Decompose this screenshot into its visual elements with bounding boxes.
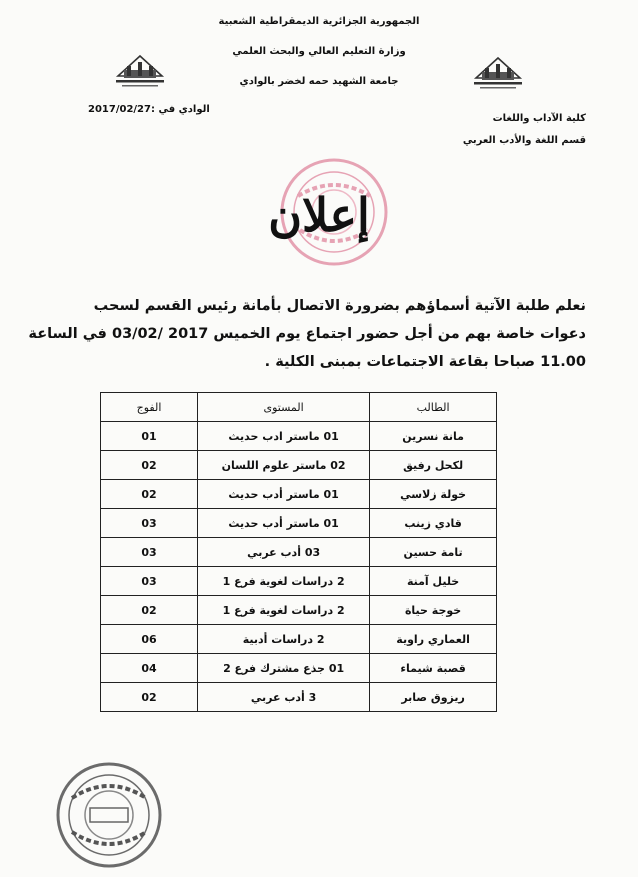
table-row bbox=[101, 538, 497, 567]
header-group: الفوج bbox=[101, 393, 198, 422]
table-row bbox=[101, 451, 497, 480]
cell-student: قادي زينب bbox=[370, 509, 497, 538]
cell-group: 03 bbox=[101, 567, 198, 596]
table-header-row bbox=[101, 393, 497, 422]
date-line: الوادي في :2017/02/27 bbox=[88, 104, 210, 115]
header-level: المستوى bbox=[198, 393, 370, 422]
table-row bbox=[101, 596, 497, 625]
cell-level: 2 دراسات لغوية فرع 1 bbox=[198, 596, 370, 625]
cell-student: خوجة حياة bbox=[370, 596, 497, 625]
cell-level: 01 ماستر أدب حديث bbox=[198, 509, 370, 538]
body-line-1: نعلم طلبة الآتية أسماؤهم بضرورة الاتصال بأمانة رئيس القسم لسحب bbox=[93, 298, 586, 314]
university-logo-right-icon bbox=[470, 54, 526, 92]
cell-student: تامة حسين bbox=[370, 538, 497, 567]
cell-student: العماري راوية bbox=[370, 625, 497, 654]
table-row bbox=[101, 683, 497, 712]
header-student: الطالب bbox=[370, 393, 497, 422]
table-row bbox=[101, 480, 497, 509]
department-line: قسم اللغة والأدب العربي bbox=[462, 135, 586, 146]
faculty-line: كلية الآداب واللغات bbox=[492, 113, 586, 124]
table-row bbox=[101, 422, 497, 451]
department-stamp-gray-icon bbox=[54, 760, 164, 870]
cell-level: 01 جذع مشترك فرع 2 bbox=[198, 654, 370, 683]
students-table bbox=[100, 392, 497, 712]
cell-group: 03 bbox=[101, 538, 198, 567]
cell-student: لكحل رفيق bbox=[370, 451, 497, 480]
table-row bbox=[101, 654, 497, 683]
table-row bbox=[101, 509, 497, 538]
cell-student: مانة نسرين bbox=[370, 422, 497, 451]
cell-level: 3 أدب عربي bbox=[198, 683, 370, 712]
cell-level: 01 ماستر ادب حديث bbox=[198, 422, 370, 451]
cell-level: 03 أدب عربي bbox=[198, 538, 370, 567]
cell-level: 01 ماستر أدب حديث bbox=[198, 480, 370, 509]
cell-level: 2 دراسات أدبية bbox=[198, 625, 370, 654]
table-row bbox=[101, 567, 497, 596]
announcement-title: إعلان bbox=[268, 188, 370, 242]
cell-group: 02 bbox=[101, 480, 198, 509]
cell-group: 02 bbox=[101, 596, 198, 625]
ministry-line: وزارة التعليم العالي والبحث العلمي bbox=[232, 46, 406, 57]
body-line-3: 11.00 صباحا بقاعة الاجتماعات بمبنى الكلية . bbox=[264, 354, 586, 370]
body-line-2: دعوات خاصة بهم من أجل حضور اجتماع يوم الخميس 2017 /03/02 في الساعة bbox=[28, 326, 586, 342]
university-line: جامعة الشهيد حمه لخضر بالوادي bbox=[239, 76, 399, 87]
cell-group: 01 bbox=[101, 422, 198, 451]
cell-level: 02 ماستر علوم اللسان bbox=[198, 451, 370, 480]
republic-line: الجمهورية الجزائرية الديمقراطية الشعبية bbox=[218, 16, 420, 27]
cell-student: خولة زلاسي bbox=[370, 480, 497, 509]
announcement-body bbox=[28, 292, 586, 376]
cell-group: 02 bbox=[101, 451, 198, 480]
cell-student: خليل آمنة bbox=[370, 567, 497, 596]
cell-level: 2 دراسات لغوية فرع 1 bbox=[198, 567, 370, 596]
cell-group: 06 bbox=[101, 625, 198, 654]
cell-student: ريزوق صابر bbox=[370, 683, 497, 712]
cell-group: 04 bbox=[101, 654, 198, 683]
cell-group: 02 bbox=[101, 683, 198, 712]
university-logo-left-icon bbox=[112, 52, 168, 90]
table-row bbox=[101, 625, 497, 654]
cell-group: 03 bbox=[101, 509, 198, 538]
cell-student: قصبة شيماء bbox=[370, 654, 497, 683]
